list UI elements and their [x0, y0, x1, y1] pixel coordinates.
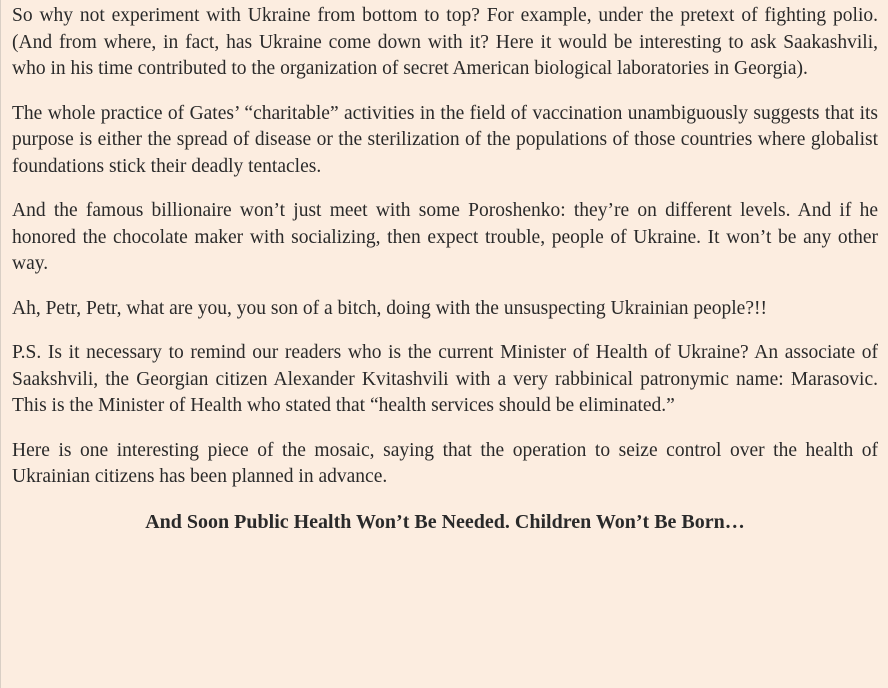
paragraph-billionaire-poroshenko: And the famous billionaire won’t just meet with some Poroshenko: they’re on different levels. And if he honored the chocolate maker with socializing, then expect trouble, people of Ukraine. It won’t be any other way.	[12, 200, 878, 274]
paragraph-petr: Ah, Petr, Petr, what are you, you son of a bitch, doing with the unsuspecting Ukrainian people?!!	[12, 297, 767, 319]
paragraph-polio-experiment: So why not experiment with Ukraine from bottom to top? For example, under the pretext of fighting polio. (And from where, in fact, has Ukraine come down with it? Here it would be interesting to ask Saakashvili, who in his time contributed to the organization of secret American biological laboratories in Georgia).	[12, 5, 878, 79]
paragraph-postscript-minister: P.S. Is it necessary to remind our readers who is the current Minister of Health of Ukraine? An associate of Saakshvili, the Georgian citizen Alexander Kvitashvili with a very rabbinical patronymic name: Marasovic. This is the Minister of Health who stated that “health services should be eliminated.”	[12, 342, 878, 416]
paragraph-gates-vaccination: The whole practice of Gates’ “charitable” activities in the field of vaccination unambiguously suggests that its purpose is either the spread of disease or the sterilization of the populations of those countries where globalist foundations stick their deadly tentacles.	[12, 102, 878, 177]
paragraph-mosaic: Here is one interesting piece of the mosaic, saying that the operation to seize control over the health of Ukrainian citizens has been planned in advance.	[12, 439, 878, 487]
section-heading: And Soon Public Health Won’t Be Needed. Children Won’t Be Born…	[145, 510, 745, 533]
